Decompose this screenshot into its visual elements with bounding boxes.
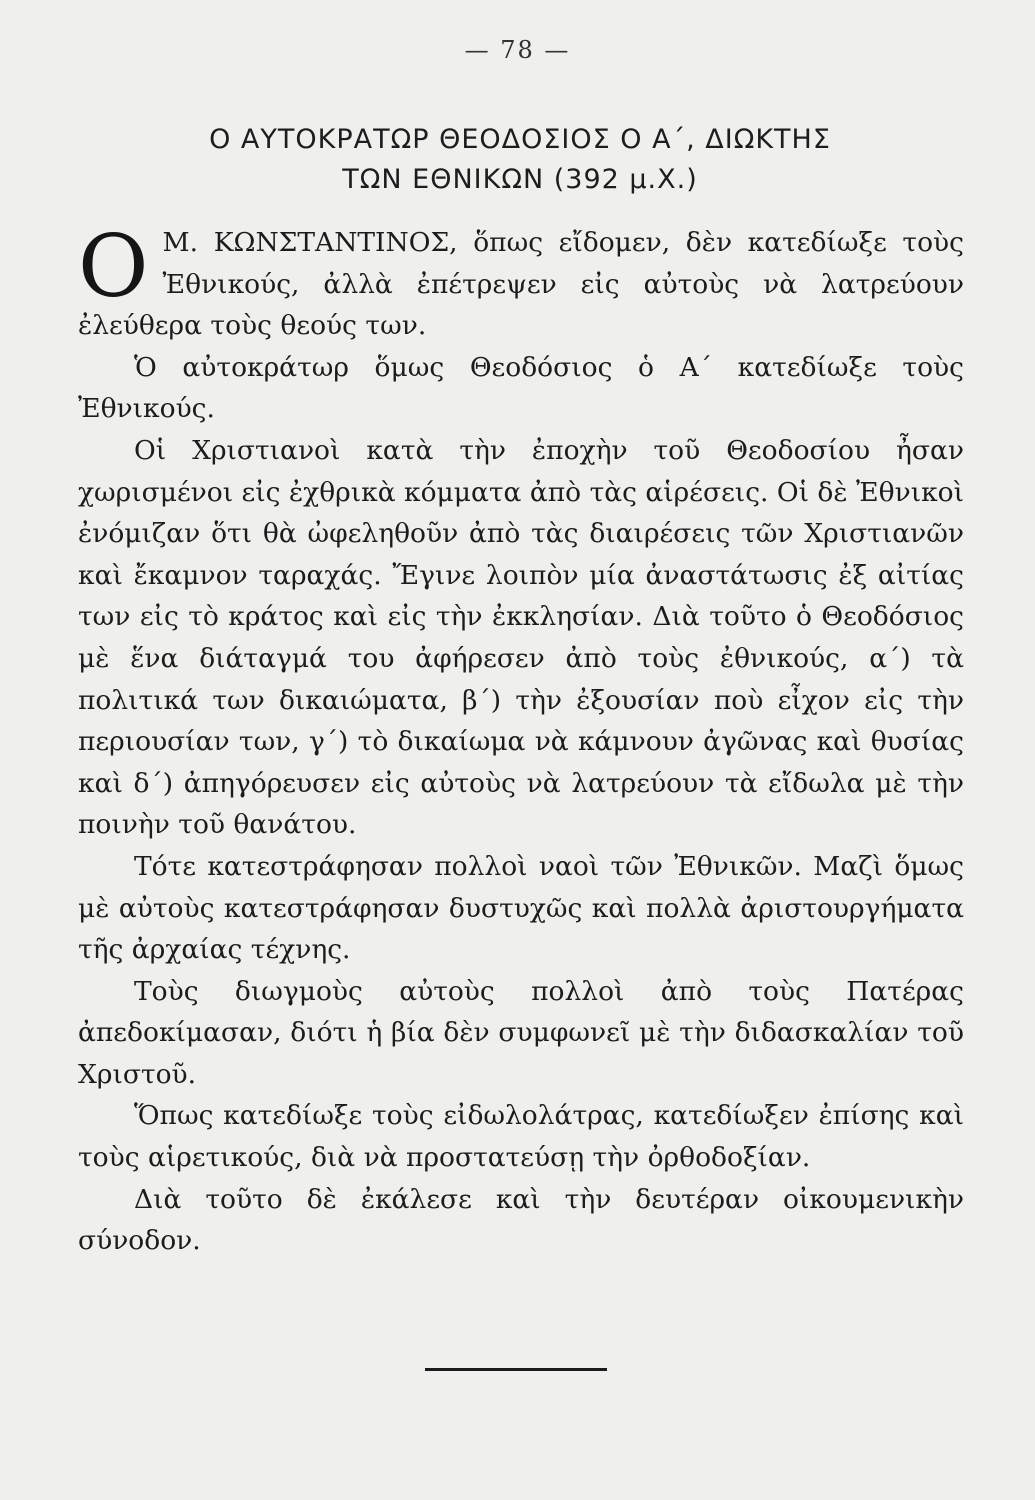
paragraph-1-text: Μ. ΚΩΝΣΤΑΝΤΙΝΟΣ, ὅπως εἴδομεν, δὲν κατεδίωξε τοὺς Ἐθνικούς, ἀλλὰ ἐπέτρεψεν εἰς αὐτοὺς νὰ λατρεύουν ἐλεύθερα τοὺς θεούς των. — [78, 227, 964, 342]
paragraph-5: Τοὺς διωγμοὺς αὐτοὺς πολλοὶ ἀπὸ τοὺς Πατέρας ἀπεδοκίμασαν, διότι ἡ βία δὲν συμφωνεῖ μὲ τὴν διδασκαλίαν τοῦ Χριστοῦ. — [78, 975, 964, 1090]
page-number: — 78 — — [464, 36, 571, 64]
chapter-title-line-2: ΤΩΝ ΕΘΝΙΚΩΝ (392 μ.Χ.) — [342, 164, 698, 195]
chapter-title — [80, 120, 960, 200]
paragraph-7: Διὰ τοῦτο δὲ ἐκάλεσε καὶ τὴν δευτέραν οἰκουμενικὴν σύνοδον. — [78, 1183, 964, 1257]
drop-cap: Ο — [78, 217, 149, 317]
paragraph-2: Ὁ αὐτοκράτωρ ὅμως Θεοδόσιος ὁ Α΄ κατεδίωξε τοὺς Ἐθνικούς. — [78, 351, 964, 425]
body-text — [78, 217, 964, 1262]
chapter-title-line-1: Ο ΑΥΤΟΚΡΑΤΩΡ ΘΕΟΔΟΣΙΟΣ Ο Α΄, ΔΙΩΚΤΗΣ — [209, 124, 831, 155]
end-rule — [425, 1368, 607, 1371]
paragraph-3: Οἱ Χριστιανοὶ κατὰ τὴν ἐποχὴν τοῦ Θεοδοσίου ἦσαν χωρισμένοι εἰς ἐχθρικὰ κόμματα ἀπὸ τὰς αἱρέσεις. Οἱ δὲ Ἐθνικοὶ ἐνόμιζαν ὅτι θὰ ὠφεληθοῦν ἀπὸ τὰς διαιρέσεις τῶν Χριστιανῶν καὶ ἔκαμνον ταραχάς. Ἔγινε λοιπὸν μία ἀναστάτωσις ἐξ αἰτίας των εἰς τὸ κράτος καὶ εἰς τὴν ἐκκλησίαν. Διὰ τοῦτο ὁ Θεοδόσιος μὲ ἕνα διάταγμά του ἀφήρεσεν ἀπὸ τοὺς ἐθνικούς, α΄) τὰ πολιτικά των δικαιώματα, β΄) τὴν ἐξουσίαν ποὺ εἶχον εἰς τὴν περιουσίαν των, γ΄) τὸ δικαίωμα νὰ κάμνουν ἀγῶνας καὶ θυσίας καὶ δ΄) ἀπηγόρευσεν εἰς αὐτοὺς νὰ λατρεύουν τὰ εἴδωλα μὲ τὴν ποινὴν τοῦ θανάτου. — [78, 434, 964, 841]
paragraph-1 — [78, 217, 964, 347]
paragraph-4: Τότε κατεστράφησαν πολλοὶ ναοὶ τῶν Ἐθνικῶν. Μαζὶ ὅμως μὲ αὐτοὺς κατεστράφησαν δυστυχῶς καὶ πολλὰ ἀριστουργήματα τῆς ἀρχαίας τέχνης. — [78, 850, 964, 966]
paragraph-6: Ὅπως κατεδίωξε τοὺς εἰδωλολάτρας, κατεδίωξεν ἐπίσης καὶ τοὺς αἱρετικούς, διὰ νὰ προστατεύσῃ τὴν ὀρθοδοξίαν. — [78, 1100, 964, 1174]
